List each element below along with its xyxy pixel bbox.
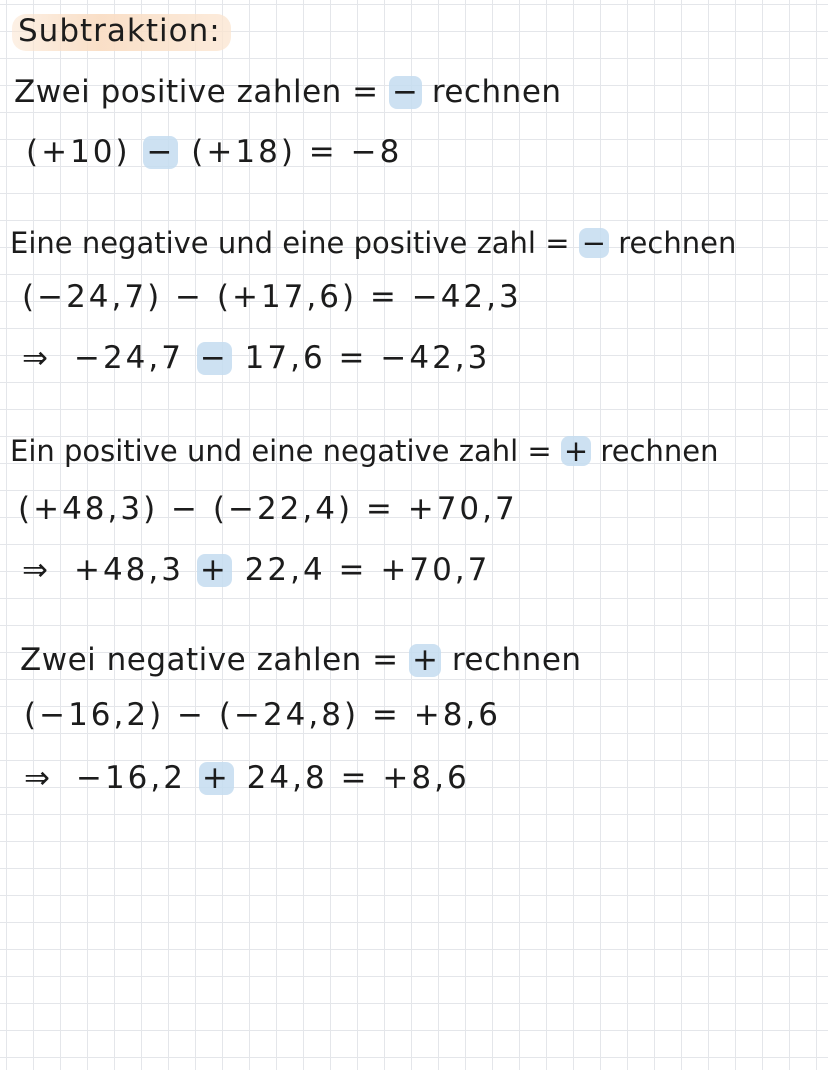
implies-arrow: ⇒ bbox=[22, 340, 48, 376]
equation-part: −24,7 bbox=[73, 340, 197, 376]
rule-text: rechnen bbox=[441, 642, 582, 678]
rule-two-positive bbox=[14, 76, 562, 109]
equation-part: −16,2 bbox=[75, 760, 199, 796]
rule-text: Zwei negative zahlen = bbox=[20, 642, 409, 678]
equation-part: 22,4 = +70,7 bbox=[231, 552, 491, 588]
rule-text: Ein positive und eine negative zahl = bbox=[10, 434, 561, 468]
rewrite-positive-negative bbox=[22, 554, 490, 587]
rule-negative-positive bbox=[10, 228, 736, 258]
highlighted-sign: + bbox=[197, 554, 232, 587]
example-positive-negative: (+48,3) − (−22,4) = +70,7 bbox=[18, 491, 518, 527]
highlighted-sign: − bbox=[197, 342, 232, 375]
rule-positive-negative bbox=[10, 436, 718, 466]
highlighted-sign: + bbox=[199, 762, 234, 795]
example-two-positive bbox=[26, 136, 402, 169]
example-negative-positive: (−24,7) − (+17,6) = −42,3 bbox=[22, 279, 522, 315]
rule-text: rechnen bbox=[591, 434, 719, 468]
highlighted-sign: − bbox=[143, 136, 178, 169]
rule-text: Zwei positive zahlen = bbox=[14, 74, 390, 110]
equation-part: (+10) bbox=[26, 134, 144, 170]
highlighted-sign: + bbox=[409, 644, 441, 677]
equation-part: +48,3 bbox=[73, 552, 197, 588]
example-two-negative: (−16,2) − (−24,8) = +8,6 bbox=[24, 697, 502, 733]
highlighted-sign: + bbox=[561, 436, 591, 466]
rule-text: rechnen bbox=[609, 226, 737, 260]
rule-text: Eine negative und eine positive zahl = bbox=[10, 226, 579, 260]
highlighted-sign: − bbox=[389, 76, 421, 109]
rewrite-negative-positive bbox=[22, 342, 490, 375]
equation-part: 17,6 = −42,3 bbox=[231, 340, 491, 376]
rule-text: rechnen bbox=[421, 74, 562, 110]
equation-part: (+18) = −8 bbox=[178, 134, 403, 170]
highlighted-sign: − bbox=[579, 228, 609, 258]
implies-arrow: ⇒ bbox=[22, 552, 48, 588]
rule-two-negative bbox=[20, 644, 582, 677]
rewrite-two-negative bbox=[24, 762, 470, 795]
page-title: Subtraktion: bbox=[12, 14, 231, 51]
implies-arrow: ⇒ bbox=[24, 760, 50, 796]
equation-part: 24,8 = +8,6 bbox=[233, 760, 470, 796]
